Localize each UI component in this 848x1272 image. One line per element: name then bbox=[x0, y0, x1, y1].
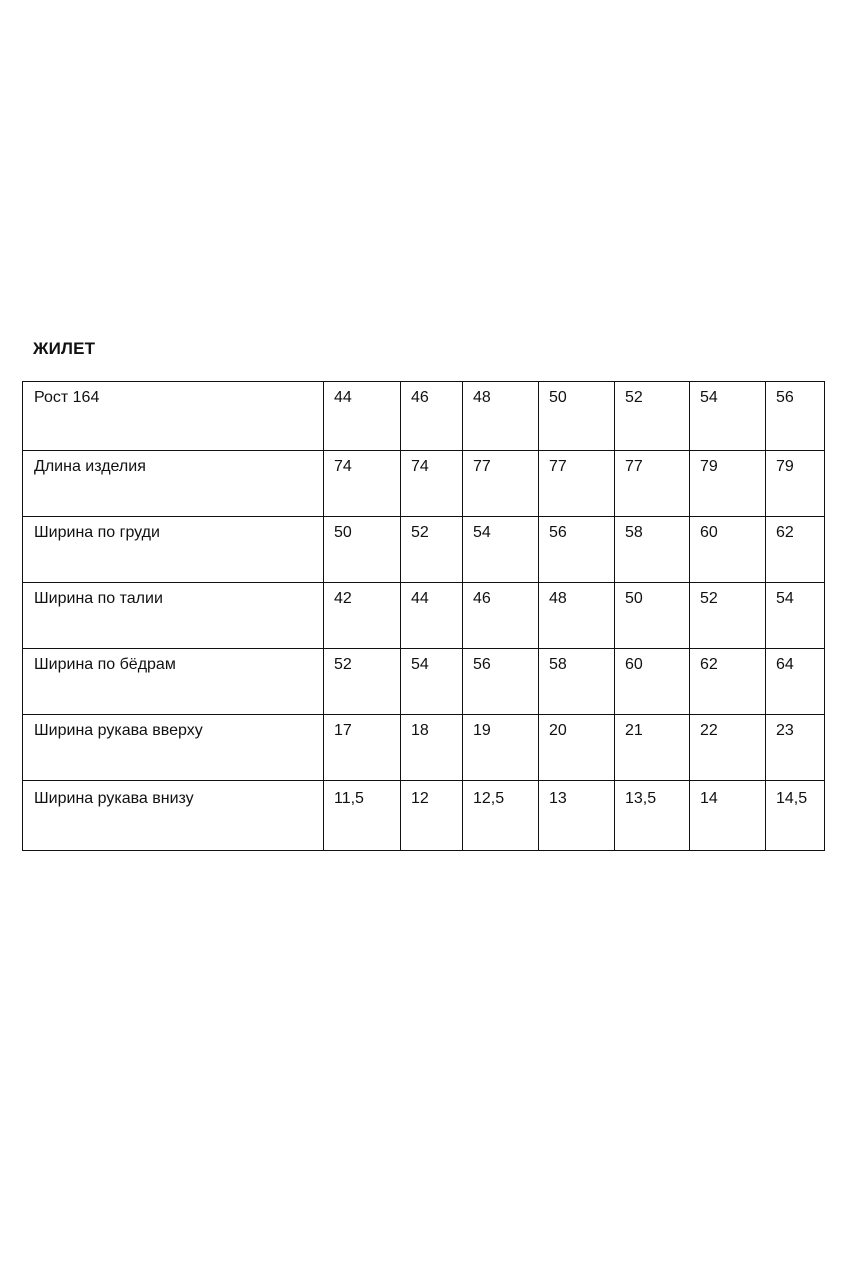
measurement-value-cell: 64 bbox=[766, 649, 825, 715]
measurement-value-cell: 13 bbox=[539, 781, 615, 851]
measurement-label-cell: Ширина рукава вверху bbox=[23, 715, 324, 781]
measurement-value-cell: 19 bbox=[463, 715, 539, 781]
size-header-cell: 52 bbox=[615, 382, 690, 451]
size-header-cell: 50 bbox=[539, 382, 615, 451]
measurement-value-cell: 74 bbox=[324, 451, 401, 517]
measurement-value-cell: 12 bbox=[401, 781, 463, 851]
measurement-value-cell: 42 bbox=[324, 583, 401, 649]
measurement-value-cell: 54 bbox=[463, 517, 539, 583]
measurement-value-cell: 62 bbox=[690, 649, 766, 715]
measurement-value-cell: 14,5 bbox=[766, 781, 825, 851]
measurement-label-cell: Ширина по бёдрам bbox=[23, 649, 324, 715]
measurement-value-cell: 79 bbox=[766, 451, 825, 517]
measurement-value-cell: 79 bbox=[690, 451, 766, 517]
measurement-value-cell: 60 bbox=[615, 649, 690, 715]
measurement-value-cell: 22 bbox=[690, 715, 766, 781]
size-header-cell: 44 bbox=[324, 382, 401, 451]
table-row bbox=[23, 517, 825, 583]
measurement-label-cell: Ширина по талии bbox=[23, 583, 324, 649]
measurement-value-cell: 58 bbox=[615, 517, 690, 583]
measurement-value-cell: 77 bbox=[615, 451, 690, 517]
table-row bbox=[23, 583, 825, 649]
measurement-value-cell: 20 bbox=[539, 715, 615, 781]
document-title: ЖИЛЕТ bbox=[33, 339, 96, 358]
measurement-value-cell: 52 bbox=[401, 517, 463, 583]
size-header-cell: 46 bbox=[401, 382, 463, 451]
measurement-value-cell: 60 bbox=[690, 517, 766, 583]
measurement-value-cell: 77 bbox=[539, 451, 615, 517]
table-row bbox=[23, 451, 825, 517]
measurement-value-cell: 77 bbox=[463, 451, 539, 517]
table-row bbox=[23, 715, 825, 781]
measurement-value-cell: 74 bbox=[401, 451, 463, 517]
table-row bbox=[23, 649, 825, 715]
measurement-value-cell: 13,5 bbox=[615, 781, 690, 851]
size-header-cell: 54 bbox=[690, 382, 766, 451]
measurement-value-cell: 48 bbox=[539, 583, 615, 649]
size-header-cell: 48 bbox=[463, 382, 539, 451]
measurement-value-cell: 21 bbox=[615, 715, 690, 781]
size-chart-table bbox=[22, 381, 825, 851]
size-header-cell: 56 bbox=[766, 382, 825, 451]
measurement-value-cell: 50 bbox=[615, 583, 690, 649]
measurement-value-cell: 54 bbox=[766, 583, 825, 649]
measurement-label-cell: Длина изделия bbox=[23, 451, 324, 517]
measurement-value-cell: 54 bbox=[401, 649, 463, 715]
measurement-value-cell: 46 bbox=[463, 583, 539, 649]
measurement-value-cell: 17 bbox=[324, 715, 401, 781]
measurement-value-cell: 44 bbox=[401, 583, 463, 649]
measurement-value-cell: 50 bbox=[324, 517, 401, 583]
measurement-value-cell: 58 bbox=[539, 649, 615, 715]
measurement-value-cell: 12,5 bbox=[463, 781, 539, 851]
measurement-value-cell: 23 bbox=[766, 715, 825, 781]
measurement-value-cell: 11,5 bbox=[324, 781, 401, 851]
table-header-row bbox=[23, 382, 825, 451]
measurement-value-cell: 62 bbox=[766, 517, 825, 583]
height-label-cell: Рост 164 bbox=[23, 382, 324, 451]
measurement-value-cell: 56 bbox=[539, 517, 615, 583]
measurement-value-cell: 52 bbox=[324, 649, 401, 715]
measurement-label-cell: Ширина рукава внизу bbox=[23, 781, 324, 851]
measurement-value-cell: 18 bbox=[401, 715, 463, 781]
measurement-label-cell: Ширина по груди bbox=[23, 517, 324, 583]
measurement-value-cell: 14 bbox=[690, 781, 766, 851]
table-row bbox=[23, 781, 825, 851]
measurement-value-cell: 52 bbox=[690, 583, 766, 649]
measurement-value-cell: 56 bbox=[463, 649, 539, 715]
